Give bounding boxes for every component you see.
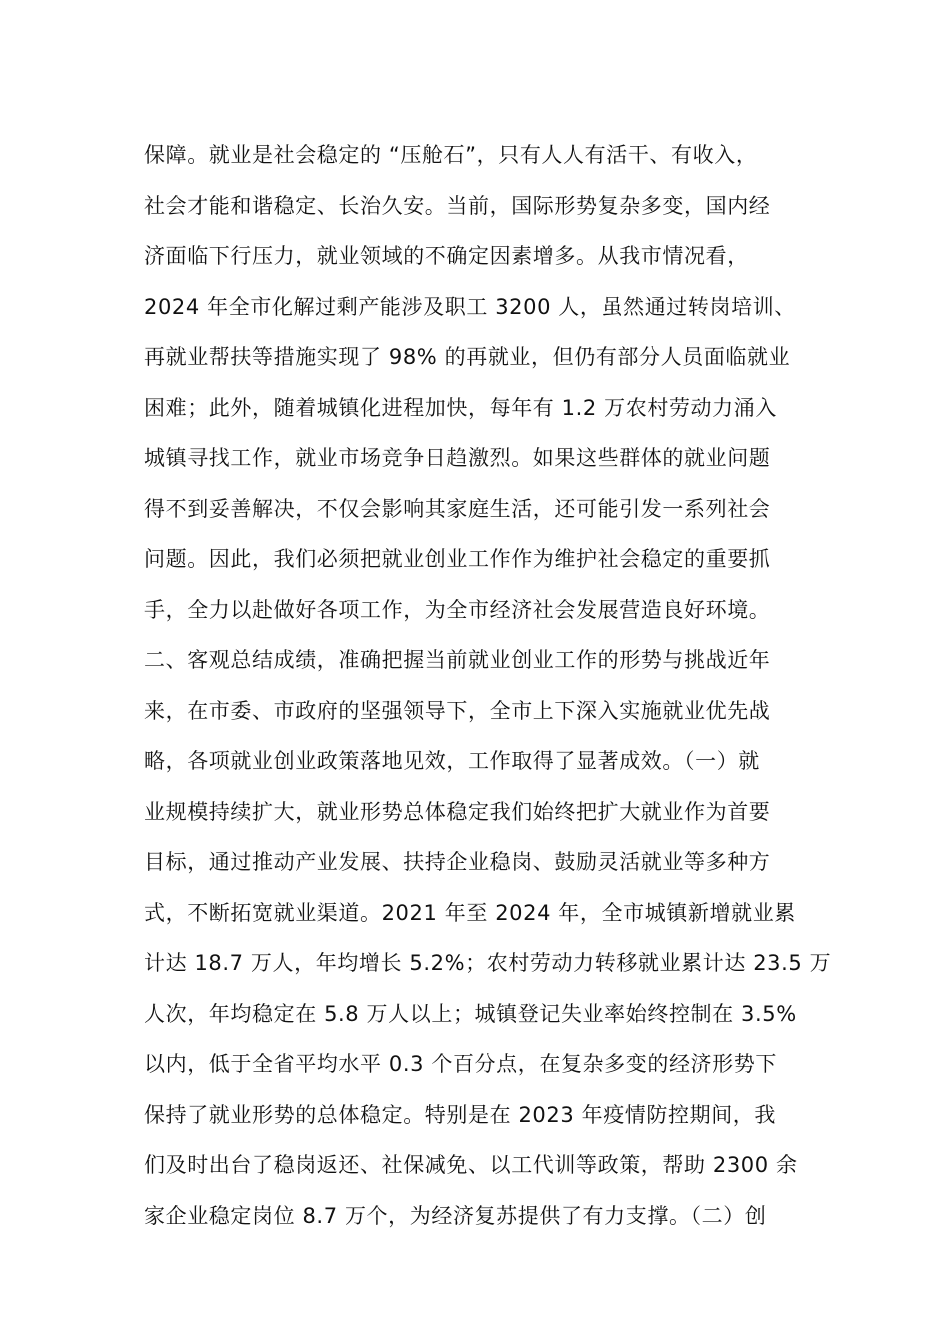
- text-line: 人次，年均稳定在 5.8 万人以上；城镇登记失业率始终控制在 3.5%: [144, 1001, 797, 1026]
- text-line: 式，不断拓宽就业渠道。2021 年至 2024 年，全市城镇新增就业累: [144, 900, 796, 925]
- text-line: 济面临下行压力，就业领域的不确定因素增多。从我市情况看，: [144, 244, 749, 268]
- text-line: 困难；此外，随着城镇化进程加快，每年有 1.2 万农村劳动力涌入: [144, 395, 777, 420]
- text-line: 社会才能和谐稳定、长治久安。当前，国际形势复杂多变，国内经: [144, 193, 771, 218]
- text-line: 问题。因此，我们必须把就业创业工作作为维护社会稳定的重要抓: [144, 547, 771, 571]
- text-line: 保持了就业形势的总体稳定。特别是在 2023 年疫情防控期间，我: [144, 1102, 776, 1127]
- text-line: 再就业帮扶等措施实现了 98% 的再就业，但仍有部分人员面临就业: [144, 345, 791, 369]
- text-line: 计达 18.7 万人，年均增长 5.2%；农村劳动力转移就业累计达 23.5 万: [144, 951, 832, 975]
- text-line: 来，在市委、市政府的坚强领导下，全市上下深入实施就业优先战: [144, 698, 771, 723]
- text-line: 业规模持续扩大，就业形势总体稳定我们始终把扩大就业作为首要: [144, 799, 771, 824]
- text-line: 略，各项就业创业政策落地见效，工作取得了显著成效。（一）就: [144, 749, 760, 773]
- text-line: 保障。就业是社会稳定的 “压舱石”，只有人人有活干、有收入，: [144, 143, 758, 167]
- section-heading-line: 二、客观总结成绩，准确把握当前就业创业工作的形势与挑战近年: [144, 648, 771, 672]
- text-line: 手，全力以赴做好各项工作，为全市经济社会发展营造良好环境。: [144, 597, 771, 622]
- text-line: 得不到妥善解决，不仅会影响其家庭生活，还可能引发一系列社会: [144, 496, 771, 521]
- body-text: [144, 130, 844, 1241]
- text-line: 们及时出台了稳岗返还、社保减免、以工代训等政策，帮助 2300 余: [144, 1153, 798, 1177]
- text-line: 以内，低于全省平均水平 0.3 个百分点，在复杂多变的经济形势下: [144, 1052, 777, 1076]
- text-line: 2024 年全市化解过剩产能涉及职工 3200 人，虽然通过转岗培训、: [144, 294, 796, 319]
- text-line: 城镇寻找工作，就业市场竞争日趋激烈。如果这些群体的就业问题: [144, 446, 771, 470]
- text-line: 家企业稳定岗位 8.7 万个，为经济复苏提供了有力支撑。（二）创: [144, 1203, 767, 1228]
- text-line: 目标，通过推动产业发展、扶持企业稳岗、鼓励灵活就业等多种方: [144, 850, 771, 874]
